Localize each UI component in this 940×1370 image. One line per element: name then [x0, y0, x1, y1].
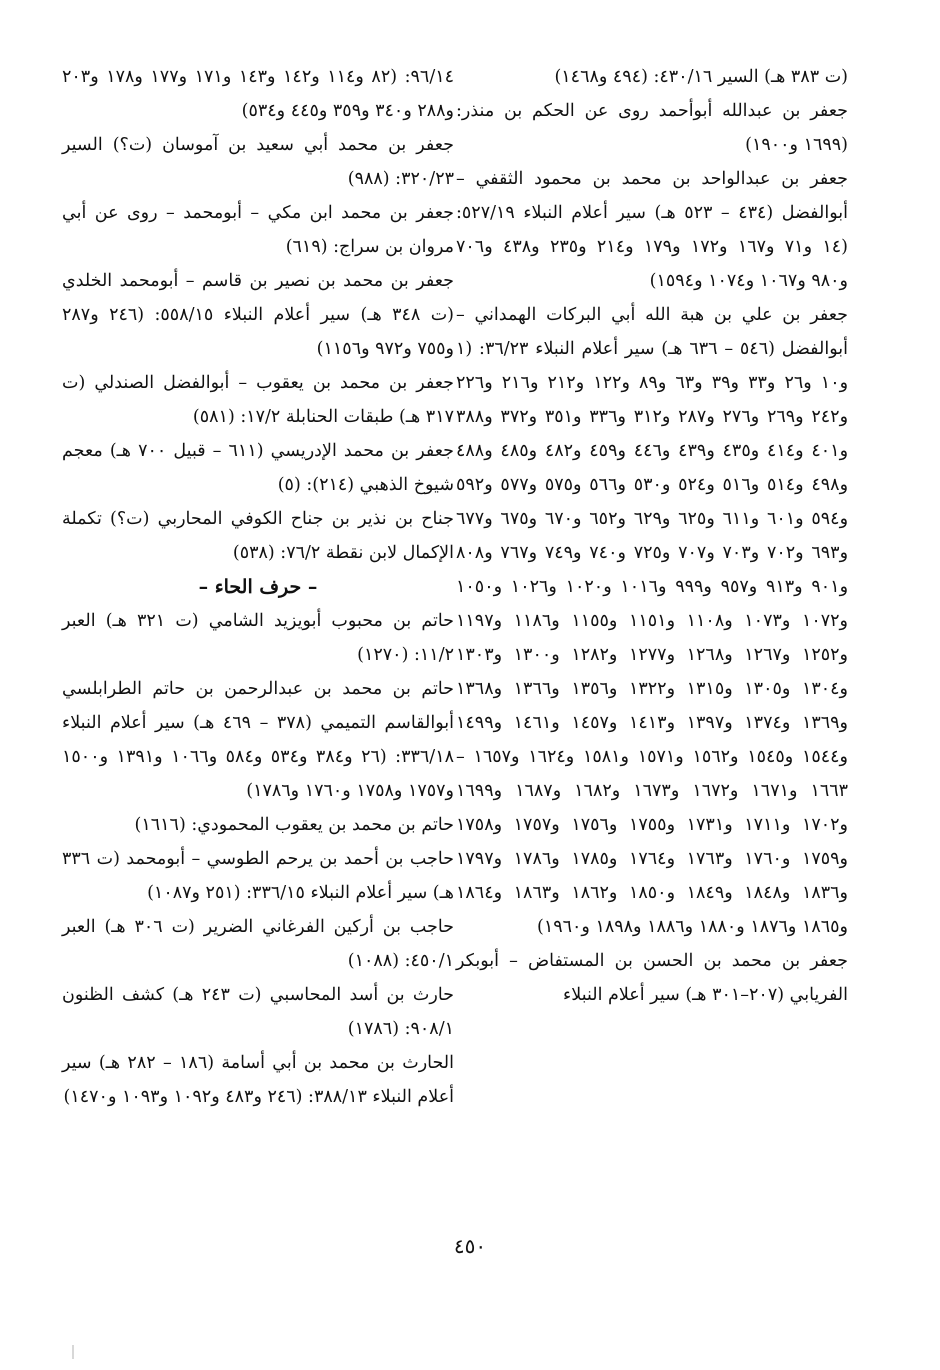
index-entry: جعفر بن محمد أبي سعيد بن آموسان (ت؟) السير ٣٢٠/٢٣: (٩٨٨) [62, 135, 454, 189]
index-entry: جعفر بن محمد بن نصير بن قاسم – أبومحمد الخلدي (ت ٣٤٨ هـ) سير أعلام النبلاء ٥٥٨/١٥: (٢٤٦ و٢٨٧ و٧٥٥ و٩٧٢ و١١٥٦) [62, 271, 454, 359]
index-entry: جعفر بن علي بن هبة الله أبي البركات الهمداني – أبوالفضل (٥٤٦ – ٦٣٦ هـ) سير أعلام النبلاء ٣٦/٢٣: (١ و١٠ و٢٦ و٣٣ و٣٩ و٦٣ و٨٩ و١٢٢ و٢١٢ و٢١٦ و٢٢٦ و٢٤٢ و٢٦٩ و٢٧٦ و٢٨٧ و٣١٢ و٣٣٦ و٣٥١ و٣٧٢ و٣٨٨ و٤٠١ و٤١٤ و٤٣٥ و٤٣٩ و٤٤٦ و٤٥٩ و٤٨٢ و٤٨٥ و٤٨٨ و٤٩٨ و٥١٤ و٥١٦ و٥٢٤ و٥٣٠ و٥٦٦ و٥٧٥ و٥٧٧ و٥٩٢ و٥٩٤ و٦٠١ و٦١١ و٦٢٥ و٦٢٩ و٦٥٢ و٦٧٠ و٦٧٥ و٦٧٧ و٦٩٣ و٧٠٢ و٧٠٣ و٧٠٧ و٧٢٥ و٧٤٠ و٧٤٩ و٧٦٧ و٨٠٨ و٩٠١ و٩١٣ و٩٥٧ و٩٩٩ و١٠١٦ و١٠٢٠ و١٠٢٦ و١٠٥٠ و١٠٧٢ و١٠٧٣ و١١٠٨ و١١٥١ و١١٥٥ و١١٨٦ و١١٩٧ و١٢٥٢ و١٢٦٧ و١٢٦٨ و١٢٧٧ و١٢٨٢ و١٣٠٠ و١٣٠٣ و١٣٠٤ و١٣٠٥ و١٣١٥ و١٣٢٢ و١٣٥٦ و١٣٦٦ و١٣٦٨ و١٣٦٩ و١٣٧٤ و١٣٩٧ و١٤١٣ و١٤٥٧ و١٤٦١ و١٤٩٩ و١٥٤٤ و١٥٤٥ و١٥٦٢ و١٥٧١ و١٥٨١ و١٦٢٤ و١٦٥٧ – ١٦٦٣ و١٦٧١ و١٦٧٢ و١٦٧٣ و١٦٨٢ و١٦٨٧ و١٦٩٩ و١٧٠٢ و١٧١١ و١٧٣١ و١٧٥٥ و١٧٥٦ و١٧٥٧ و١٧٥٨ و١٧٥٩ و١٧٦٠ و١٧٦٣ و١٧٦٤ و١٧٨٥ و١٧٨٦ و١٧٩٧ و١٨٣٦ و١٨٤٨ و١٨٤٩ و١٨٥٠ و١٨٦٢ و١٨٦٣ و١٨٦٤ و١٨٦٥ و١٨٧٦ و١٨٨٠ و١٨٨٦ و١٨٩٨ و١٩٦٠) [456, 305, 849, 937]
index-entry: جعفر بن عبدالواحد بن محمد بن محمود الثقفي – أبوالفضل (٤٣٤ – ٥٢٣ هـ) سير أعلام النبلاء ٥٢٧/١٩: (١٤ و٧١ و١٦٧ و١٧٢ و١٧٩ و٢١٤ و٢٣٥ و٤٣٨ و٧٠٦ و٩٨٠ و١٠٦٧ و١٠٧٤ و١٥٩٤) [456, 169, 849, 291]
section-heading: – حرف الحاء – [198, 576, 318, 598]
index-entry: جناح بن نذير بن جناح الكوفي المحاربي (ت؟) تكملة الإكمال لابن نقطة ٧٦/٢: (٥٣٨) [62, 509, 454, 563]
index-entry: جعفر بن محمد الإدريسي (٦١١ – قبيل ٧٠٠ هـ) معجم شيوخ الذهبي (٢١٤): (٥) [62, 441, 454, 495]
index-entry: الحارث بن محمد بن أبي أسامة (١٨٦ – ٢٨٢ هـ) سير أعلام النبلاء ٣٨٨/١٣: (٢٤٦ و٤٨٣ و١٠٩٢ و١٠٩٣ و١٤٧٠) [62, 1053, 454, 1107]
index-entry: حاتم بن محمد بن عبدالرحمن بن حاتم الطرابلسي أبوالقاسم التميمي (٣٧٨ – ٤٦٩ هـ) سير أعلام النبلاء ٣٣٦/١٨: (٢٦ و٣٨٤ و٥٣٤ و٥٨٤ و١٠٦٦ و١٣٩١ و١٥٠٠ و١٧٥٧ و١٧٥٨ و١٧٦٠ و١٧٨٦) [62, 679, 454, 801]
index-entry: جعفر بن عبدالله أبوأحمد روى عن الحكم بن منذر: (١٦٩٩ و١٩٠٠) [456, 101, 848, 155]
index-entry: جعفر بن محمد ابن مكي – أبومحمد – روى عن أبي مروان بن سراج: (٦١٩) [62, 203, 454, 257]
index-entry: حاجب بن أركين الفرغاني الضرير (ت ٣٠٦ هـ) العبر ٤٥٠/١: (١٠٨٨) [62, 917, 454, 971]
index-entry: حاتم بن محبوب أبويزيد الشامي (ت ٣٢١ هـ) العبر ١١/٢: (١٢٧٠) [62, 611, 454, 665]
index-entry: جعفر بن محمد بن يعقوب – أبوالفضل الصندلي (ت ٣١٧ هـ) طبقات الحنابلة ١٧/٢: (٥٨١) [62, 373, 454, 427]
index-entry: حاتم بن محمد بن يعقوب المحمودي: (١٦١٦) [134, 815, 454, 835]
right-column [456, 60, 848, 1012]
index-entry: حارث بن أسد المحاسبي (ت ٢٤٣ هـ) كشف الظنون ٩٠٨/١: (١٧٨٦) [62, 985, 454, 1039]
index-entry: جعفر بن محمد بن الحسن بن المستفاض – أبوبكر الفريابي (٢٠٧–٣٠١ هـ) سير أعلام النبلاء [456, 951, 848, 1005]
index-entry: (ت ٣٨٣ هـ) السير ٤٣٠/١٦: (٤٩٤ و١٤٦٨) [554, 67, 848, 87]
page-number: ٤٥٠ [453, 1234, 487, 1258]
index-entry: حاجب بن أحمد بن يرحم الطوسي – أبومحمد (ت ٣٣٦ هـ) سير أعلام النبلاء ٣٣٦/١٥: (٢٥١ و١٠٨٧) [62, 849, 454, 903]
index-entry: ٩٦/١٤: (٨٢ و١١٤ و١٤٢ و١٤٣ و١٧١ و١٧٧ و١٧٨ و٢٠٣ و٢٨٨ و٣٤٠ و٣٥٩ و٤٤٥ و٥٣٤) [62, 67, 455, 121]
scan-mark [72, 1345, 74, 1359]
left-column [62, 60, 454, 1114]
